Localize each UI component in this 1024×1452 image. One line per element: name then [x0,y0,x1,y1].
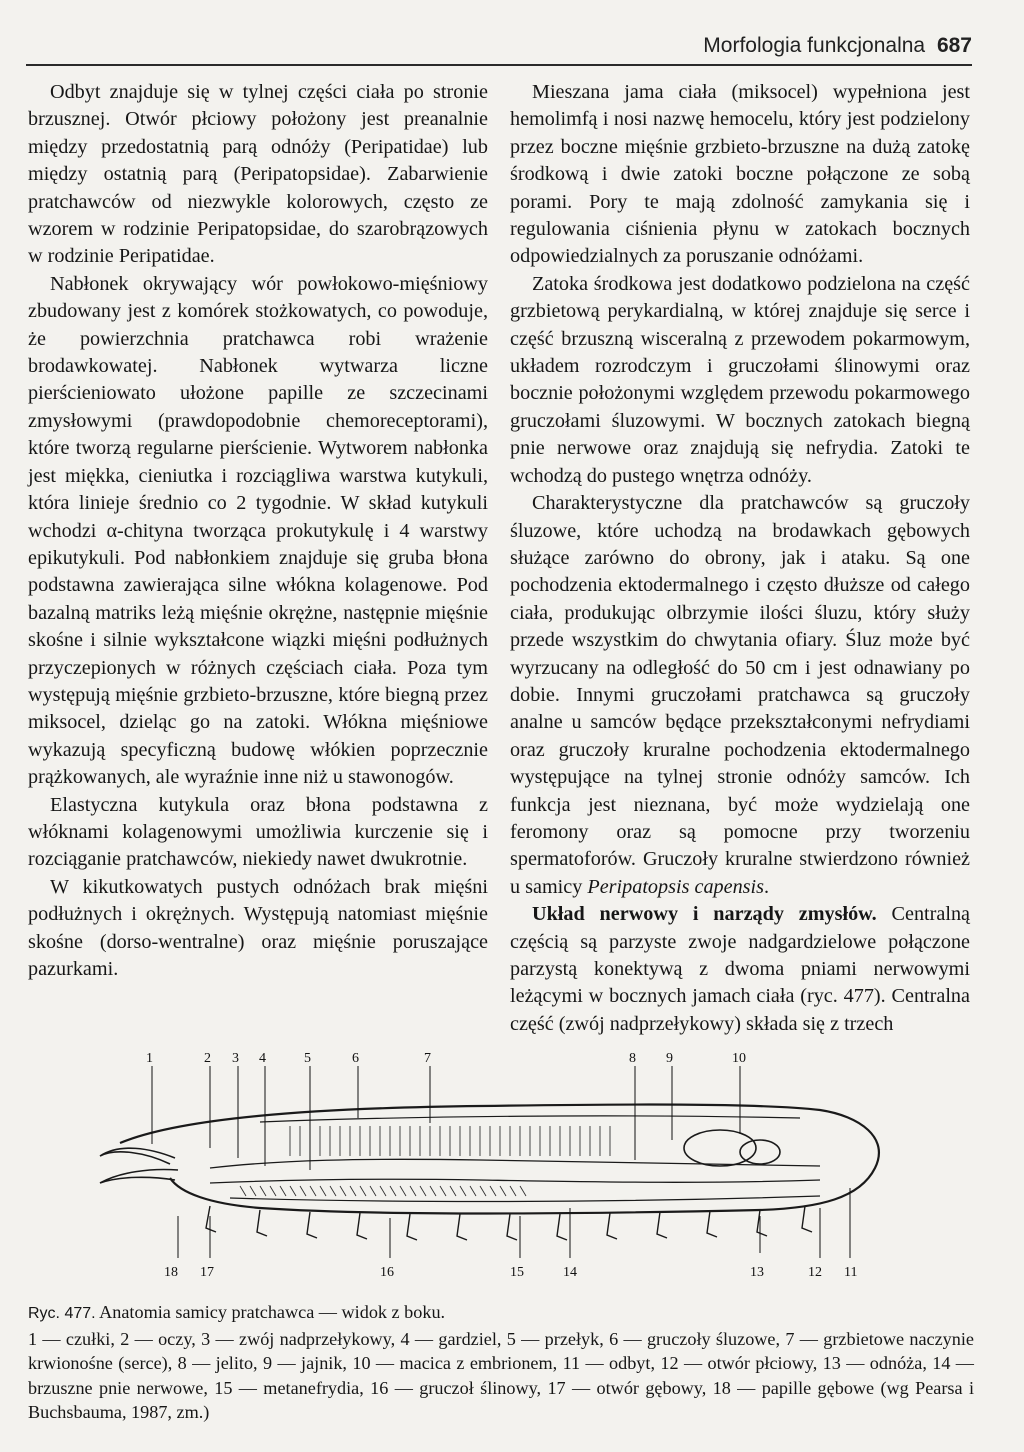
fig-label: 9 [666,1051,673,1066]
page-number: 687 [936,34,972,57]
fig-label: 11 [844,1265,858,1280]
fig-label: 14 [563,1265,577,1280]
fig-label: 17 [200,1265,214,1280]
caption-label: Ryc. 477. [28,1305,96,1322]
fig-label: 5 [304,1051,311,1066]
paragraph: Odbyt znajduje się w tylnej części ciała po stronie brzusznej. Otwór płciowy położony jest preanalnie między przedostatnią parą odnóży (Peripatidae) lub między ostatnią parą (Peripatopsidae). Zabarwienie pratchawców od niezwykle kolorowych, często ze wzorem w rodzinie Peripatopsidae, do szarobrązowych w rodzinie Peripatidae. [28,81,488,268]
paragraph-text: Centralną częścią są parzyste zwoje nadgardzielowe połączone parzystą konektywą z dwoma pniami nerwowymi leżącymi w bocznych jamach ciała (ryc. 477). Centralna część (zwój nadprzełykowy) składa się z trzech [510,903,970,1035]
paragraph: W kikutkowatych pustych odnóżach brak mięśni podłużnych i okrężnych. Występują natomiast mięśnie skośne (dorso-wentralne) oraz mięśnie poruszające pazurkami. [28,875,488,980]
paragraph [510,901,970,1038]
fig-label: 8 [629,1051,636,1066]
left-column [28,79,488,983]
anatomy-figure [60,1048,960,1288]
paragraph: Zatoka środkowa jest dodatkowo podzielona na część grzbietową perykardialną, w której znajduje się serce i część brzuszną wisceralną z przewodem pokarmowym, układem rozrodczym i gruczołami ślinowymi oraz bocznie położonymi względem przewodu pokarmowego gruczołami śluzowymi. W bocznych zatokach biegną pnie nerwowe oraz znajdują się nefrydia. Zatoki te wchodzą do pustego wnętrza odnóży. [510,272,970,487]
paragraph: Nabłonek okrywający wór powłokowo-mięśniowy zbudowany jest z komórek stożkowatych, co powoduje, że powierzchnia pratchawca robi wrażenie brodawkowatej. Nabłonek wytwarza liczne pierścieniowato ułożone papille ze szczecinami zmysłowymi (prawdopodobnie chemoreceptorami), które tworzą regularne pierścienie. Wytworem nabłonka jest miękka, cieniutka i rozciągliwa warstwa kutykuli, która linieje średnio co 2 tygodnie. W skład kutykuli wchodzi α-chityna tworząca prokutykulę i 4 warstwy epikutykuli. Pod nabłonkiem znajduje się gruba błona podstawna zawierająca silne włókna kolagenowe. Pod bazalną matriks leżą mięśnie okrężne, następnie mięśnie skośne i silnie wykształcone wiązki mięśni podłużnych przyczepionych w różnych częściach ciała. Poza tym występują mięśnie grzbieto-brzuszne, które biegną przez miksocel, dzieląc go na zatoki. Włókna mięśniowe wykazują specyficzną budowę włókien poprzecznie prążkowanych, ale wyraźnie inne niż u stawonogów. [28,272,488,789]
figure-caption [28,1300,974,1425]
onychophoran-anatomy-drawing [60,1048,960,1288]
fig-label: 7 [424,1051,431,1066]
fig-label: 4 [259,1051,266,1066]
fig-label: 10 [732,1051,746,1066]
paragraph-text: Charakterystyczne dla pratchawców są gruczoły śluzowe, które uchodzą na brodawkach gębowych służące zarówno do obrony, jak i ataku. Są one pochodzenia ektodermalnego i często dłuższe od całego ciała, produkując olbrzymie ilości śluzu, który służy przede wszystkim do chwytania ofiary. Śluz może być wyrzucany na odległość do 50 cm i jest odnawiany po dobie. Innymi gruczołami pratchawca są gruczoły analne u samców będące przekształconymi nefrydiami oraz gruczoły kruralne pochodzenia ektodermalnego występujące na tylnej stronie odnóży samców. Ich funkcja jest nieznana, być może wydzielają one feromony oraz są pomocne przy tworzeniu spermatoforów. Gruczoły kruralne stwierdzono również u samicy [510,492,970,898]
paragraph [510,490,970,901]
caption-legend: 1 — czułki, 2 — oczy, 3 — zwój nadprzełykowy, 4 — gardziel, 5 — przełyk, 6 — gruczoły śluzowe, 7 — grzbietowe naczynie krwionośne (serce), 8 — jelito, 9 — jajnik, 10 — macica z embrionem, 11 — odbyt, 12 — otwór płciowy, 13 — odnóża, 14 — brzuszne pnie nerwowe, 15 — metanefrydia, 16 — gruczoł ślinowy, 17 — otwór gębowy, 18 — papille gębowe (wg Pearsa i Buchsbauma, 1987, zm.) [28,1328,974,1423]
section-title: Morfologia funkcjonalna [703,34,926,57]
fig-label: 1 [146,1051,153,1066]
paragraph: Elastyczna kutykula oraz błona podstawna z włóknami kolagenowymi umożliwia kurczenie się i rozciąganie pratchawców, niekiedy nawet dwukrotnie. [28,793,488,871]
running-head [703,34,972,58]
fig-label: 3 [232,1051,239,1066]
caption-title: Anatomia samicy pratchawca — widok z boku. [95,1302,446,1322]
paragraph: Mieszana jama ciała (miksocel) wypełniona jest hemolimfą i nosi nazwę hemocelu, który jest podzielony przez boczne mięśnie grzbieto-brzuszne na dużą zatokę środkową i dwie zatoki boczne połączone ze sobą porami. Pory te mają zdolność zamykania się i regulowania ciśnienia płynu w zatokach bocznych odpowiedzialnych za poruszanie odnóżami. [510,81,970,268]
header-rule [26,64,972,66]
fig-label: 13 [750,1265,764,1280]
fig-label: 2 [204,1051,211,1066]
right-column [510,79,970,1038]
paragraph-text: . [764,875,770,898]
fig-label: 12 [808,1265,822,1280]
fig-label: 16 [380,1265,394,1280]
fig-label: 18 [164,1265,178,1280]
section-heading: Układ nerwowy i narządy zmysłów. [532,903,877,926]
fig-label: 15 [510,1265,524,1280]
species-name: Peripatopsis capensis [587,875,765,898]
fig-label: 6 [352,1051,359,1066]
